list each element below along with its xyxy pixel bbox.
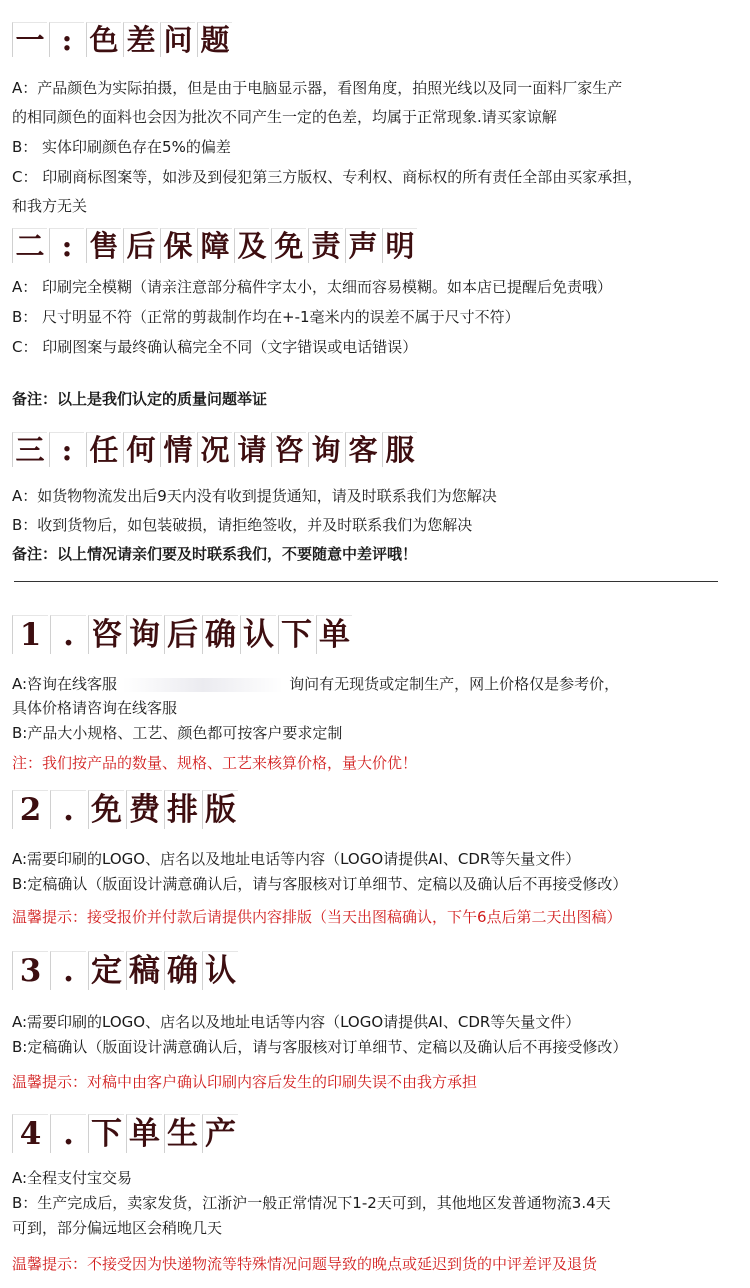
text-line: A： 印刷完全模糊（请亲注意部分稿件字太小，太细而容易模糊。如本店已提醒后免责哦） xyxy=(12,278,613,296)
heading-char: : xyxy=(49,432,84,467)
text-line: A:需要印刷的LOGO、店名以及地址电话等内容（LOGO请提供AI、CDR等矢量文件） xyxy=(12,850,581,868)
heading-char: 差 xyxy=(123,22,158,57)
heading-char: 二 xyxy=(12,228,47,263)
text-line: 具体价格请咨询在线客服 xyxy=(12,699,178,717)
step-heading-production xyxy=(12,1114,238,1153)
heading-char: 问 xyxy=(160,22,195,57)
section-heading-color-difference xyxy=(12,22,232,57)
text-line: B：生产完成后，卖家发货，江浙沪一般正常情况下1-2天可到，其他地区发普通物流3.4天 xyxy=(12,1194,611,1212)
step-heading-free-layout xyxy=(12,790,238,829)
heading-char: 认 xyxy=(202,951,238,990)
heading-char: 单 xyxy=(316,615,352,654)
text-segment: A:咨询在线客服 xyxy=(12,675,118,693)
heading-char: 4 xyxy=(12,1114,48,1153)
heading-char: 何 xyxy=(123,432,158,467)
text-line: A：产品颜色为实际拍摄，但是由于电脑显示器，看图角度，拍照光线以及同一面料厂家生产 xyxy=(12,79,623,97)
text-line: B:定稿确认（版面设计满意确认后，请与客服核对订单细节、定稿以及确认后不再接受修改） xyxy=(12,875,628,893)
heading-char: . xyxy=(50,951,86,990)
heading-char: 保 xyxy=(160,228,195,263)
text-line: C： 印刷商标图案等，如涉及到侵犯第三方版权、专利权、商标权的所有责任全部由买家承担， xyxy=(12,168,643,186)
heading-char: 版 xyxy=(202,790,238,829)
heading-char: . xyxy=(50,790,86,829)
heading-char: 服 xyxy=(382,432,417,467)
note-line: 备注：以上是我们认定的质量问题举证 xyxy=(12,390,268,408)
heading-char: 咨 xyxy=(88,615,124,654)
divider xyxy=(14,581,718,582)
heading-char: 单 xyxy=(126,1114,162,1153)
heading-char: 下 xyxy=(88,1114,124,1153)
text-line: A:全程支付宝交易 xyxy=(12,1169,133,1187)
heading-char: 情 xyxy=(160,432,195,467)
heading-char: 一 xyxy=(12,22,47,57)
heading-char: 稿 xyxy=(126,951,162,990)
heading-char: 下 xyxy=(278,615,314,654)
heading-char: 及 xyxy=(234,228,269,263)
text-line: 可到，部分偏远地区会稍晚几天 xyxy=(12,1219,223,1237)
heading-char: 2 xyxy=(12,790,48,829)
heading-char: 询 xyxy=(308,432,343,467)
note-line: 温馨提示：不接受因为快递物流等特殊情况问题导致的晚点或延迟到货的中评差评及退货 xyxy=(12,1255,598,1273)
text-line: B:产品大小规格、工艺、颜色都可按客户要求定制 xyxy=(12,724,343,742)
note-line: 注：我们按产品的数量、规格、工艺来核算价格，量大价优！ xyxy=(12,754,418,772)
note-line: 温馨提示：接受报价并付款后请提供内容排版（当天出图稿确认，下午6点后第二天出图稿） xyxy=(12,908,622,926)
heading-char: 客 xyxy=(345,432,380,467)
heading-char: . xyxy=(50,615,86,654)
heading-char: 1 xyxy=(12,615,48,654)
heading-char: . xyxy=(50,1114,86,1153)
heading-char: 免 xyxy=(271,228,306,263)
heading-char: 明 xyxy=(382,228,417,263)
heading-char: : xyxy=(49,228,84,263)
text-segment: 询问有无现货或定制生产，网上价格仅是参考价， xyxy=(289,675,620,693)
section-heading-after-sales xyxy=(12,228,417,263)
heading-char: 后 xyxy=(123,228,158,263)
heading-char: 确 xyxy=(202,615,238,654)
text-line: 的相同颜色的面料也会因为批次不同产生一定的色差，均属于正常现象.请买家谅解 xyxy=(12,108,557,126)
note-line: 备注：以上情况请亲们要及时联系我们，不要随意中差评哦！ xyxy=(12,545,418,563)
redacted-contact xyxy=(123,678,283,692)
heading-char: 生 xyxy=(164,1114,200,1153)
heading-char: 三 xyxy=(12,432,47,467)
section-heading-consult xyxy=(12,432,417,467)
step-heading-consult-order xyxy=(12,615,352,654)
text-line: B： 尺寸明显不符（正常的剪裁制作均在+-1毫米内的误差不属于尺寸不符） xyxy=(12,308,520,326)
heading-char: 障 xyxy=(197,228,232,263)
text-line: B：收到货物后，如包装破损，请拒绝签收，并及时联系我们为您解决 xyxy=(12,516,473,534)
text-line: C： 印刷图案与最终确认稿完全不同（文字错误或电话错误） xyxy=(12,338,418,356)
heading-char: 任 xyxy=(86,432,121,467)
text-line xyxy=(12,673,736,695)
heading-char: : xyxy=(49,22,84,57)
heading-char: 声 xyxy=(345,228,380,263)
step-heading-confirm-draft xyxy=(12,951,238,990)
text-line: 和我方无关 xyxy=(12,197,88,215)
heading-char: 询 xyxy=(126,615,162,654)
text-line: B:定稿确认（版面设计满意确认后，请与客服核对订单细节、定稿以及确认后不再接受修改） xyxy=(12,1038,628,1056)
heading-char: 请 xyxy=(234,432,269,467)
heading-char: 产 xyxy=(202,1114,238,1153)
heading-char: 认 xyxy=(240,615,276,654)
heading-char: 咨 xyxy=(271,432,306,467)
heading-char: 责 xyxy=(308,228,343,263)
heading-char: 免 xyxy=(88,790,124,829)
heading-char: 确 xyxy=(164,951,200,990)
note-line: 温馨提示：对稿中由客户确认印刷内容后发生的印刷失误不由我方承担 xyxy=(12,1073,478,1091)
heading-char: 题 xyxy=(197,22,232,57)
heading-char: 费 xyxy=(126,790,162,829)
heading-char: 定 xyxy=(88,951,124,990)
heading-char: 况 xyxy=(197,432,232,467)
heading-char: 后 xyxy=(164,615,200,654)
text-line: B： 实体印刷颜色存在5%的偏差 xyxy=(12,138,231,156)
text-line: A:需要印刷的LOGO、店名以及地址电话等内容（LOGO请提供AI、CDR等矢量文件） xyxy=(12,1013,581,1031)
heading-char: 排 xyxy=(164,790,200,829)
heading-char: 3 xyxy=(12,951,48,990)
heading-char: 色 xyxy=(86,22,121,57)
heading-char: 售 xyxy=(86,228,121,263)
text-line: A：如货物物流发出后9天内没有收到提货通知，请及时联系我们为您解决 xyxy=(12,487,497,505)
